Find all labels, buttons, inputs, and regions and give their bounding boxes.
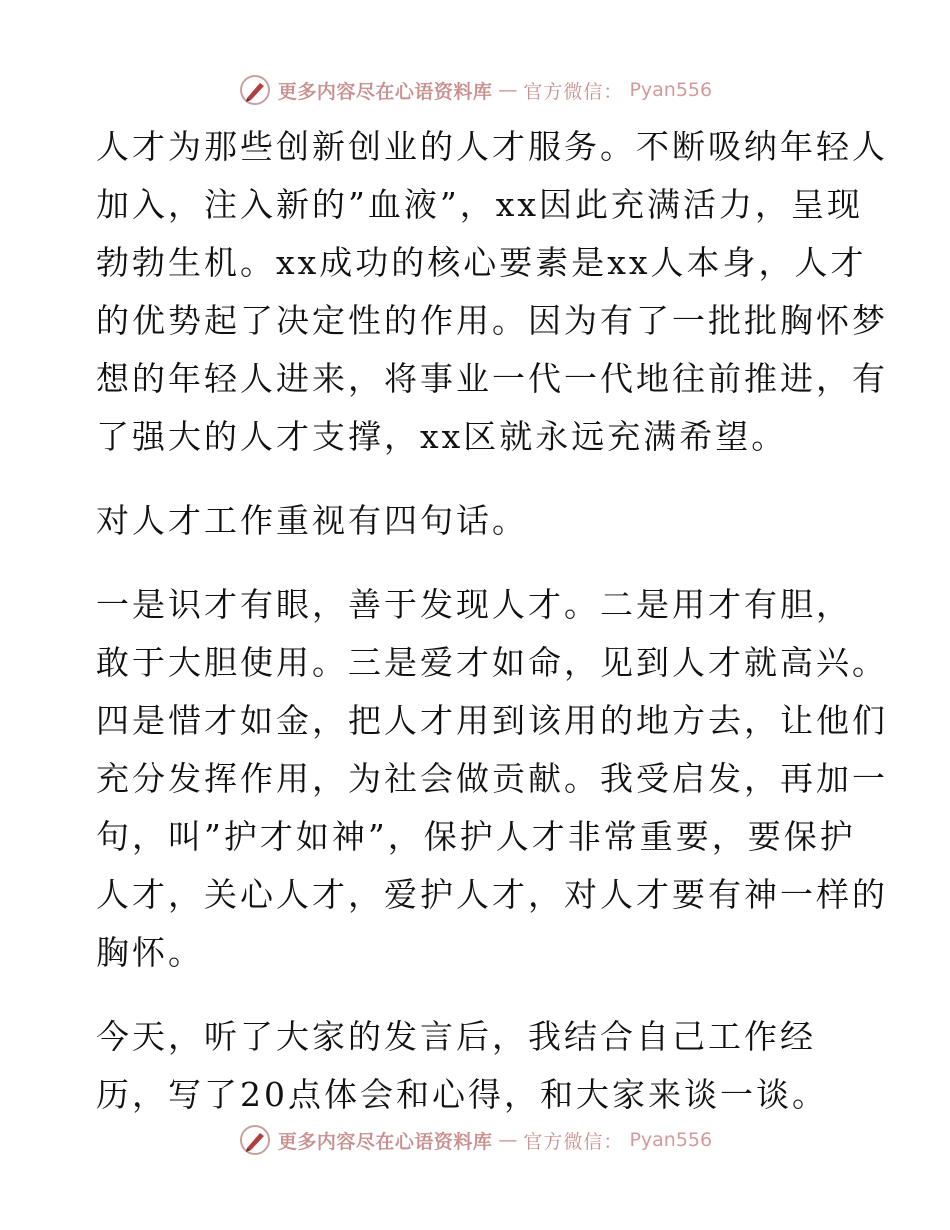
text-line: 对人才工作重视有四句话。: [96, 501, 528, 540]
text-line: 了强大的人才支撑，xx区就永远充满希望。: [96, 417, 788, 456]
text-line: 今天，听了大家的发言后，我结合自己工作经: [96, 1017, 816, 1056]
header-watermark: [0, 70, 950, 110]
text-line: 一是识才有眼，善于发现人才。二是用才有胆，: [96, 585, 852, 624]
text-line: 的优势起了决定性的作用。因为有了一批批胸怀梦: [96, 301, 888, 340]
watermark-wechat-id: Pyan556: [629, 79, 713, 101]
paragraph-spacer: [96, 550, 856, 576]
text-line: 充分发挥作用，为社会做贡献。我受启发，再加一: [96, 759, 888, 798]
text-line: 人才为那些创新创业的人才服务。不断吸纳年轻人: [96, 127, 888, 166]
text-line: 敢于大胆使用。三是爱才如命，见到人才就高兴。: [96, 643, 888, 682]
text-line: 句，叫”护才如神”，保护人才非常重要，要保护: [96, 817, 856, 856]
paragraph-1: [96, 118, 888, 466]
paragraph-2: [96, 492, 856, 550]
watermark-official-label: 官方微信：: [523, 1130, 624, 1153]
watermark-official-label: 官方微信：: [523, 80, 624, 103]
text-line: 想的年轻人进来，将事业一代一代地往前推进，有: [96, 359, 888, 398]
text-line: 四是惜才如金，把人才用到该用的地方去，让他们: [96, 701, 888, 740]
footer-watermark: [0, 1120, 950, 1160]
document-body: [96, 118, 888, 1124]
paragraph-3: [96, 576, 888, 982]
watermark-wechat-id: Pyan556: [629, 1129, 713, 1151]
paragraph-spacer: [96, 466, 856, 492]
text-line: 勃勃生机。xx成功的核心要素是xx人本身，人才: [96, 243, 867, 282]
watermark-dash: —: [498, 79, 518, 101]
paragraph-spacer: [96, 982, 856, 1008]
watermark-dash: —: [498, 1129, 518, 1151]
text-line: 胸怀。: [96, 933, 204, 972]
pen-logo-icon: [238, 1123, 272, 1157]
paragraph-4: [96, 1008, 856, 1124]
watermark-text: 更多内容尽在心语资料库: [277, 1130, 493, 1153]
text-line: 加入，注入新的”血液”，xx因此充满活力，呈现: [96, 185, 863, 224]
watermark-text: 更多内容尽在心语资料库: [277, 80, 493, 103]
pen-logo-icon: [238, 73, 272, 107]
text-line: 历，写了20点体会和心得，和大家来谈一谈。: [96, 1075, 828, 1114]
text-line: 人才，关心人才，爱护人才，对人才要有神一样的: [96, 875, 888, 914]
